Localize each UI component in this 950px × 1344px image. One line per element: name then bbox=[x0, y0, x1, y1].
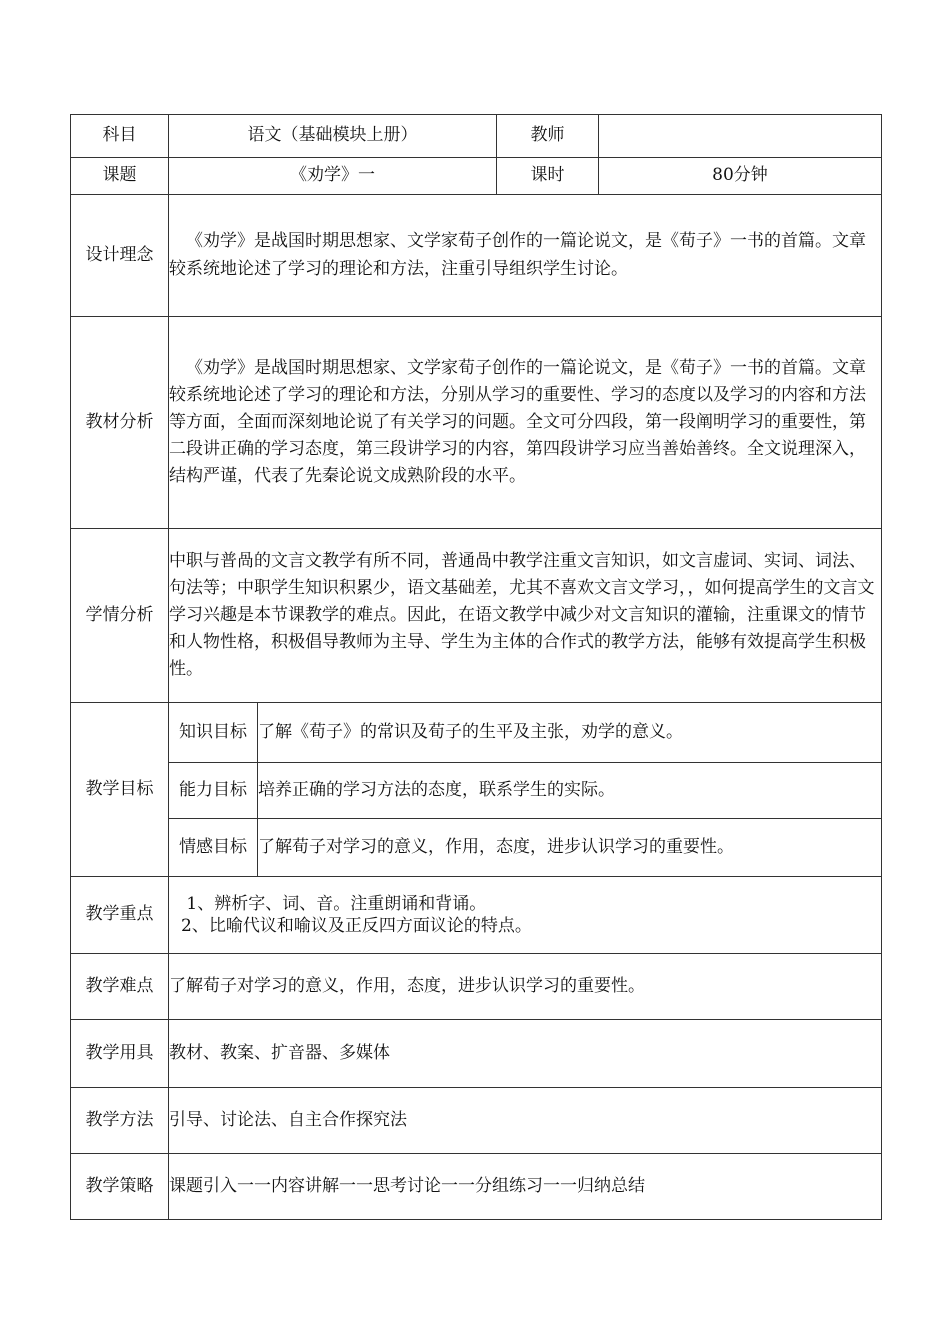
key-points-line-1: 1、辨析字、词、音。注重朗诵和背诵。 bbox=[181, 894, 487, 914]
row-goal-emotion bbox=[71, 819, 882, 877]
design-cell bbox=[169, 195, 882, 317]
tools-text: 教材、教案、扩音器、多媒体 bbox=[169, 1020, 882, 1088]
row-methods bbox=[71, 1088, 882, 1154]
methods-text: 引导、讨论法、自主合作探究法 bbox=[169, 1088, 882, 1154]
row-difficulty bbox=[71, 954, 882, 1020]
goals-label: 教学目标 bbox=[71, 703, 169, 877]
key-points-line-2: 2、比喻代议和喻议及正反四方面议论的特点。 bbox=[181, 916, 532, 936]
material-cell bbox=[169, 317, 882, 529]
row-goal-ability bbox=[71, 763, 882, 819]
row-goal-knowledge bbox=[71, 703, 882, 763]
design-text: 《劝学》是战国时期思想家、文学家荀子创作的一篇论说文，是《荀子》一书的首篇。文章较系统地论述了学习的理论和方法，注重引导组织学生讨论。 bbox=[169, 231, 866, 279]
goal-emotion-text: 了解荀子对学习的意义，作用，态度，进步认识学习的重要性。 bbox=[258, 819, 882, 877]
row-students bbox=[71, 529, 882, 703]
row-key-points bbox=[71, 877, 882, 954]
key-points-label: 教学重点 bbox=[71, 877, 169, 954]
strategy-text: 课题引入一一内容讲解一一思考讨论一一分组练习一一归纳总结 bbox=[169, 1154, 882, 1220]
row-design bbox=[71, 195, 882, 317]
goal-knowledge-text: 了解《荀子》的常识及荀子的生平及主张，劝学的意义。 bbox=[258, 703, 882, 763]
methods-label: 教学方法 bbox=[71, 1088, 169, 1154]
strategy-label: 教学策略 bbox=[71, 1154, 169, 1220]
material-label: 教材分析 bbox=[71, 317, 169, 529]
goal-knowledge-label: 知识目标 bbox=[169, 703, 258, 763]
row-topic bbox=[71, 158, 882, 195]
design-label: 设计理念 bbox=[71, 195, 169, 317]
difficulty-label: 教学难点 bbox=[71, 954, 169, 1020]
topic-label: 课题 bbox=[71, 158, 169, 195]
topic-value: 《劝学》一 bbox=[169, 158, 497, 195]
tools-label: 教学用具 bbox=[71, 1020, 169, 1088]
difficulty-text: 了解荀子对学习的意义，作用，态度，进步认识学习的重要性。 bbox=[169, 954, 882, 1020]
row-material bbox=[71, 317, 882, 529]
goal-emotion-label: 情感目标 bbox=[169, 819, 258, 877]
row-tools bbox=[71, 1020, 882, 1088]
subject-label: 科目 bbox=[71, 115, 169, 158]
hours-label: 课时 bbox=[497, 158, 599, 195]
teacher-label: 教师 bbox=[497, 115, 599, 158]
goal-ability-label: 能力目标 bbox=[169, 763, 258, 819]
teacher-value bbox=[599, 115, 882, 158]
students-text: 中职与普咼的文言文教学有所不同，普通咼中教学注重文言知识，如文言虚词、实词、词法、句法等；中职学生知识积累少，语文基础差，尤其不喜欢文言文学习，，如何提高学生的文言文学习兴趣是本节课教学的难点。因此，在语文教学中减少对文言知识的灌输，注重课文的情节和人物性格，积极倡导教师为主导、学生为主体的合作式的教学方法，能够有效提高学生积极性。 bbox=[169, 550, 875, 680]
key-points-cell bbox=[169, 877, 882, 954]
goal-ability-text: 培养正确的学习方法的态度，联系学生的实际。 bbox=[258, 763, 882, 819]
lesson-plan-table bbox=[70, 114, 882, 1220]
students-label: 学情分析 bbox=[71, 529, 169, 703]
material-text: 《劝学》是战国时期思想家、文学家荀子创作的一篇论说文，是《荀子》一书的首篇。文章较系统地论述了学习的理论和方法，分别从学习的重要性、学习的态度以及学习的内容和方法等方面，全面而深刻地论说了有关学习的问题。全文可分四段，第一段阐明学习的重要性，第二段讲正确的学习态度，第三段讲学习的内容，第四段讲学习应当善始善终。全文说理深入，结构严谨，代表了先秦论说文成熟阶段的水平。 bbox=[169, 357, 866, 487]
row-subject bbox=[71, 115, 882, 158]
hours-value: 80分钟 bbox=[599, 158, 882, 195]
students-cell bbox=[169, 529, 882, 703]
subject-value: 语文（基础模块上册） bbox=[169, 115, 497, 158]
row-strategy bbox=[71, 1154, 882, 1220]
